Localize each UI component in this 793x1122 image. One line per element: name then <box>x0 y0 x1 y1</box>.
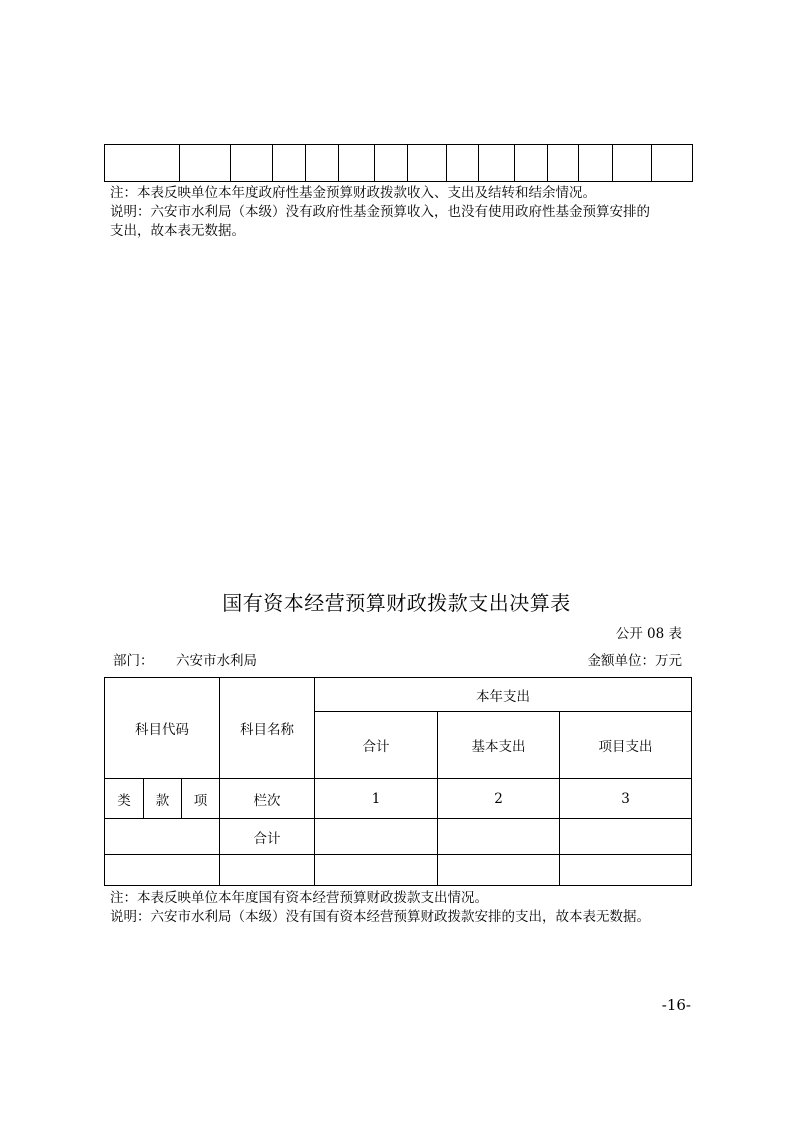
table-cell <box>220 855 315 886</box>
table-cell <box>548 145 579 181</box>
table-cell <box>438 855 560 886</box>
total-row-label: 合计 <box>220 819 315 855</box>
header-kuan: 款 <box>144 779 182 819</box>
header-subject-code: 科目代码 <box>105 678 220 779</box>
table-cell <box>306 145 339 181</box>
capital-budget-expense-table <box>104 677 692 886</box>
column-number-3: 3 <box>560 779 692 819</box>
dept-name: 六安市水利局 <box>176 653 257 669</box>
header-current-year-expense: 本年支出 <box>315 678 692 712</box>
header-lei: 类 <box>105 779 144 819</box>
table-cell <box>479 145 515 181</box>
header-column-no: 栏次 <box>220 779 315 819</box>
table-cell <box>315 855 438 886</box>
table-cell <box>105 855 220 886</box>
table-cell <box>652 145 692 181</box>
table-cell <box>339 145 375 181</box>
table-title: 国有资本经营预算财政拨款支出决算表 <box>222 591 571 615</box>
amount-unit: 金额单位：万元 <box>587 653 682 669</box>
form-code: 公开 08 表 <box>615 626 682 642</box>
table-cell <box>105 145 180 181</box>
fund-table-explain-line2: 支出，故本表无数据。 <box>110 223 245 239</box>
table-cell <box>447 145 479 181</box>
table-note: 注：本表反映单位本年度国有资本经营预算财政拨款支出情况。 <box>110 890 488 906</box>
table-cell <box>408 145 447 181</box>
table-cell <box>560 819 692 855</box>
header-basic-expense: 基本支出 <box>438 712 560 779</box>
table-cell <box>375 145 408 181</box>
header-subject-name: 科目名称 <box>220 678 315 779</box>
table-cell <box>579 145 613 181</box>
fund-table-explain-line1: 说明：六安市水利局（本级）没有政府性基金预算收入，也没有使用政府性基金预算安排的 <box>110 204 650 220</box>
table-cell <box>180 145 231 181</box>
empty-fund-table-row <box>104 144 693 182</box>
table-cell <box>315 819 438 855</box>
header-project-expense: 项目支出 <box>560 712 692 779</box>
table-cell <box>105 819 220 855</box>
table-cell <box>438 819 560 855</box>
column-number-2: 2 <box>438 779 560 819</box>
table-cell <box>560 855 692 886</box>
page-number: -16- <box>661 996 691 1014</box>
table-cell <box>231 145 273 181</box>
table-cell <box>273 145 306 181</box>
header-total: 合计 <box>315 712 438 779</box>
header-xiang: 项 <box>182 779 220 819</box>
table-cell <box>515 145 548 181</box>
fund-table-note: 注：本表反映单位本年度政府性基金预算财政拨款收入、支出及结转和结余情况。 <box>110 185 596 201</box>
table-cell <box>613 145 652 181</box>
column-number-1: 1 <box>315 779 438 819</box>
dept-label: 部门： <box>113 653 154 669</box>
table-explain: 说明：六安市水利局（本级）没有国有资本经营预算财政拨款安排的支出，故本表无数据。 <box>110 909 650 925</box>
